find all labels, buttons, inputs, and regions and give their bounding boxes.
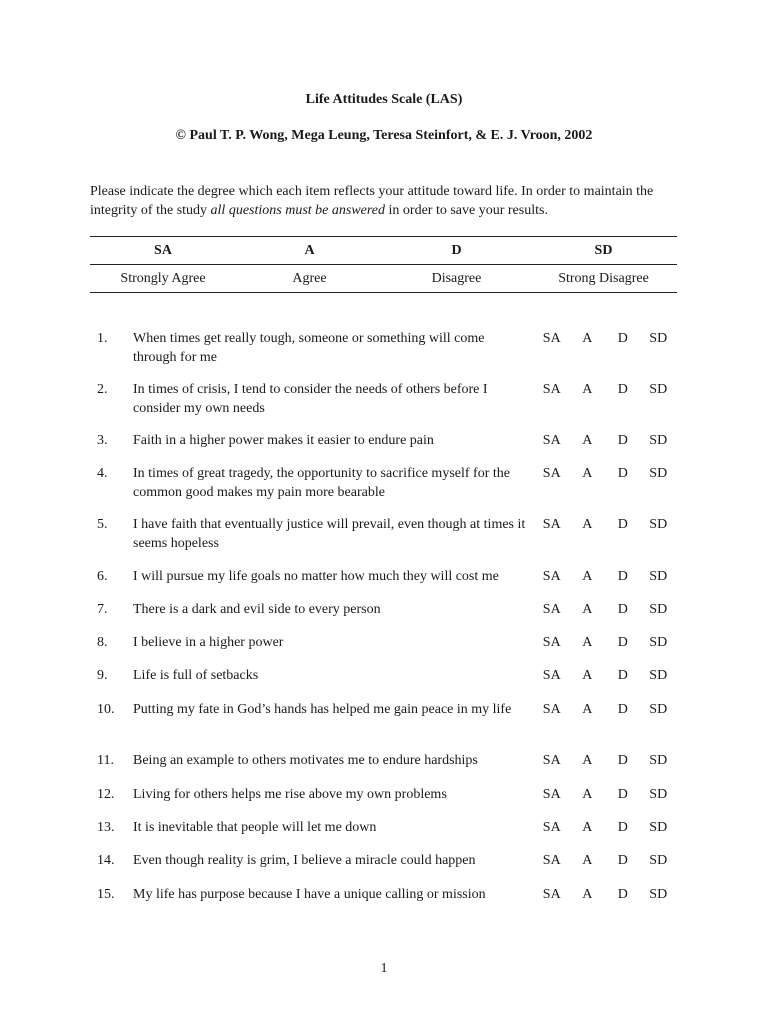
scale-label-disagree: Disagree — [431, 270, 482, 286]
response-option-sd[interactable]: SD — [649, 753, 668, 768]
question-number: 2. — [97, 382, 108, 397]
response-option-d[interactable]: D — [617, 466, 628, 481]
response-options — [531, 380, 676, 418]
scale-label-agree: Agree — [292, 270, 327, 286]
instructions-text: Please indicate the degree which each item reflects your attitude toward life. In order to maintain the integrity of the study — [90, 184, 654, 218]
instructions-emphasis: all questions must be answered — [210, 203, 386, 218]
question-item-4 — [90, 464, 676, 502]
question-item-12 — [90, 785, 676, 804]
response-option-sd[interactable]: SD — [649, 569, 668, 584]
question-number: 1. — [97, 331, 108, 346]
response-scale-legend — [90, 236, 677, 293]
response-options — [531, 851, 676, 870]
response-options — [531, 818, 676, 837]
question-number: 7. — [97, 602, 108, 617]
response-option-d[interactable]: D — [617, 635, 628, 650]
response-option-d[interactable]: D — [617, 382, 628, 397]
question-text: In times of crisis, I tend to consider the needs of others before I consider my own needs — [133, 382, 488, 416]
question-item-2 — [90, 380, 676, 418]
response-option-sd[interactable]: SD — [649, 668, 668, 683]
scale-label-strong-disagree: Strong Disagree — [558, 270, 649, 286]
response-option-sd[interactable]: SD — [649, 517, 668, 532]
response-option-a[interactable]: A — [582, 853, 593, 868]
question-text: Faith in a higher power makes it easier to endure pain — [133, 433, 434, 448]
instructions-text-end: in order to save your results. — [385, 203, 548, 218]
question-text: There is a dark and evil side to every person — [133, 602, 381, 617]
scale-abbr-sa: SA — [154, 242, 172, 258]
response-option-sd[interactable]: SD — [649, 853, 668, 868]
question-text: My life has purpose because I have a unique calling or mission — [133, 887, 486, 902]
question-number: 14. — [97, 853, 115, 868]
scale-abbr-a: A — [304, 242, 315, 258]
question-text: Being an example to others motivates me to endure hardships — [133, 753, 478, 768]
response-option-a[interactable]: A — [582, 331, 593, 346]
response-option-sa[interactable]: SA — [542, 466, 561, 481]
response-option-sd[interactable]: SD — [649, 820, 668, 835]
response-options — [531, 464, 676, 502]
response-option-a[interactable]: A — [582, 635, 593, 650]
response-option-a[interactable]: A — [582, 753, 593, 768]
question-number: 9. — [97, 668, 108, 683]
question-number: 6. — [97, 569, 108, 584]
response-option-sd[interactable]: SD — [649, 602, 668, 617]
response-option-sd[interactable]: SD — [649, 433, 668, 448]
response-options — [531, 600, 676, 619]
question-item-3 — [90, 431, 676, 450]
question-number: 12. — [97, 787, 115, 802]
response-option-d[interactable]: D — [617, 753, 628, 768]
document-title: Life Attitudes Scale (LAS) — [305, 92, 463, 107]
response-option-d[interactable]: D — [617, 602, 628, 617]
response-options — [531, 700, 676, 719]
response-option-sd[interactable]: SD — [649, 635, 668, 650]
question-item-13 — [90, 818, 676, 837]
response-option-a[interactable]: A — [582, 569, 593, 584]
response-option-d[interactable]: D — [617, 853, 628, 868]
question-number: 8. — [97, 635, 108, 650]
response-option-sa[interactable]: SA — [542, 331, 561, 346]
response-options — [531, 431, 676, 450]
response-option-a[interactable]: A — [582, 887, 593, 902]
response-option-sd[interactable]: SD — [649, 466, 668, 481]
response-option-d[interactable]: D — [617, 433, 628, 448]
response-option-sd[interactable]: SD — [649, 702, 668, 717]
question-text: Even though reality is grim, I believe a miracle could happen — [133, 853, 476, 868]
response-option-sa[interactable]: SA — [542, 853, 561, 868]
question-number: 5. — [97, 517, 108, 532]
question-text: Life is full of setbacks — [133, 668, 259, 683]
response-option-a[interactable]: A — [582, 820, 593, 835]
question-text: In times of great tragedy, the opportunity to sacrifice myself for the common good makes my pain more bearable — [133, 466, 510, 500]
response-options — [531, 633, 676, 652]
question-number: 10. — [97, 702, 115, 717]
response-option-d[interactable]: D — [617, 787, 628, 802]
response-options — [531, 666, 676, 685]
question-item-9 — [90, 666, 676, 685]
response-option-sa[interactable]: SA — [542, 702, 561, 717]
question-text: I have faith that eventually justice will prevail, even though at times it seems hopeless — [133, 517, 526, 551]
response-option-a[interactable]: A — [582, 382, 593, 397]
question-item-5 — [90, 515, 676, 553]
question-item-7 — [90, 600, 676, 619]
response-option-sa[interactable]: SA — [542, 820, 561, 835]
scale-abbreviations — [90, 237, 677, 265]
question-number: 3. — [97, 433, 108, 448]
response-option-sd[interactable]: SD — [649, 382, 668, 397]
question-text: When times get really tough, someone or something will come through for me — [133, 331, 485, 365]
question-text: I will pursue my life goals no matter how much they will cost me — [133, 569, 499, 584]
response-option-sa[interactable]: SA — [542, 569, 561, 584]
response-option-sa[interactable]: SA — [542, 787, 561, 802]
question-item-6 — [90, 567, 676, 586]
response-options — [531, 785, 676, 804]
response-option-a[interactable]: A — [582, 602, 593, 617]
scale-labels — [90, 265, 677, 292]
scale-label-strongly-agree: Strongly Agree — [120, 270, 206, 286]
question-number: 4. — [97, 466, 108, 481]
response-option-a[interactable]: A — [582, 668, 593, 683]
response-option-sa[interactable]: SA — [542, 517, 561, 532]
response-options — [531, 751, 676, 770]
response-option-sd[interactable]: SD — [649, 331, 668, 346]
response-option-a[interactable]: A — [582, 702, 593, 717]
response-option-sa[interactable]: SA — [542, 382, 561, 397]
scale-abbr-d: D — [451, 242, 462, 258]
question-item-10 — [90, 700, 676, 719]
response-option-sd[interactable]: SD — [649, 787, 668, 802]
response-option-a[interactable]: A — [582, 466, 593, 481]
response-option-d[interactable]: D — [617, 820, 628, 835]
response-option-sa[interactable]: SA — [542, 635, 561, 650]
question-text: Putting my fate in God’s hands has helped me gain peace in my life — [133, 702, 512, 717]
copyright-authors: © Paul T. P. Wong, Mega Leung, Teresa Steinfort, & E. J. Vroon, 2002 — [175, 128, 593, 143]
page-number: 1 — [380, 961, 388, 976]
question-item-1 — [90, 329, 676, 367]
question-number: 13. — [97, 820, 115, 835]
response-option-sa[interactable]: SA — [542, 602, 561, 617]
response-option-d[interactable]: D — [617, 887, 628, 902]
instructions — [90, 182, 690, 220]
response-option-a[interactable]: A — [582, 787, 593, 802]
response-option-d[interactable]: D — [617, 331, 628, 346]
question-item-8 — [90, 633, 676, 652]
response-option-d[interactable]: D — [617, 569, 628, 584]
response-options — [531, 329, 676, 367]
response-options — [531, 885, 676, 904]
question-text: It is inevitable that people will let me down — [133, 820, 377, 835]
question-item-11 — [90, 751, 676, 770]
question-text: Living for others helps me rise above my own problems — [133, 787, 447, 802]
response-option-sa[interactable]: SA — [542, 753, 561, 768]
question-number: 15. — [97, 887, 115, 902]
response-option-sa[interactable]: SA — [542, 887, 561, 902]
response-option-sd[interactable]: SD — [649, 887, 668, 902]
response-option-sa[interactable]: SA — [542, 668, 561, 683]
response-option-d[interactable]: D — [617, 517, 628, 532]
question-item-15 — [90, 885, 676, 904]
response-options — [531, 515, 676, 553]
question-item-14 — [90, 851, 676, 870]
response-option-sa[interactable]: SA — [542, 433, 561, 448]
response-option-a[interactable]: A — [582, 517, 593, 532]
scale-abbr-sd: SD — [594, 242, 613, 258]
response-options — [531, 567, 676, 586]
response-option-d[interactable]: D — [617, 668, 628, 683]
question-text: I believe in a higher power — [133, 635, 284, 650]
question-number: 11. — [97, 753, 114, 768]
response-option-a[interactable]: A — [582, 433, 593, 448]
response-option-d[interactable]: D — [617, 702, 628, 717]
